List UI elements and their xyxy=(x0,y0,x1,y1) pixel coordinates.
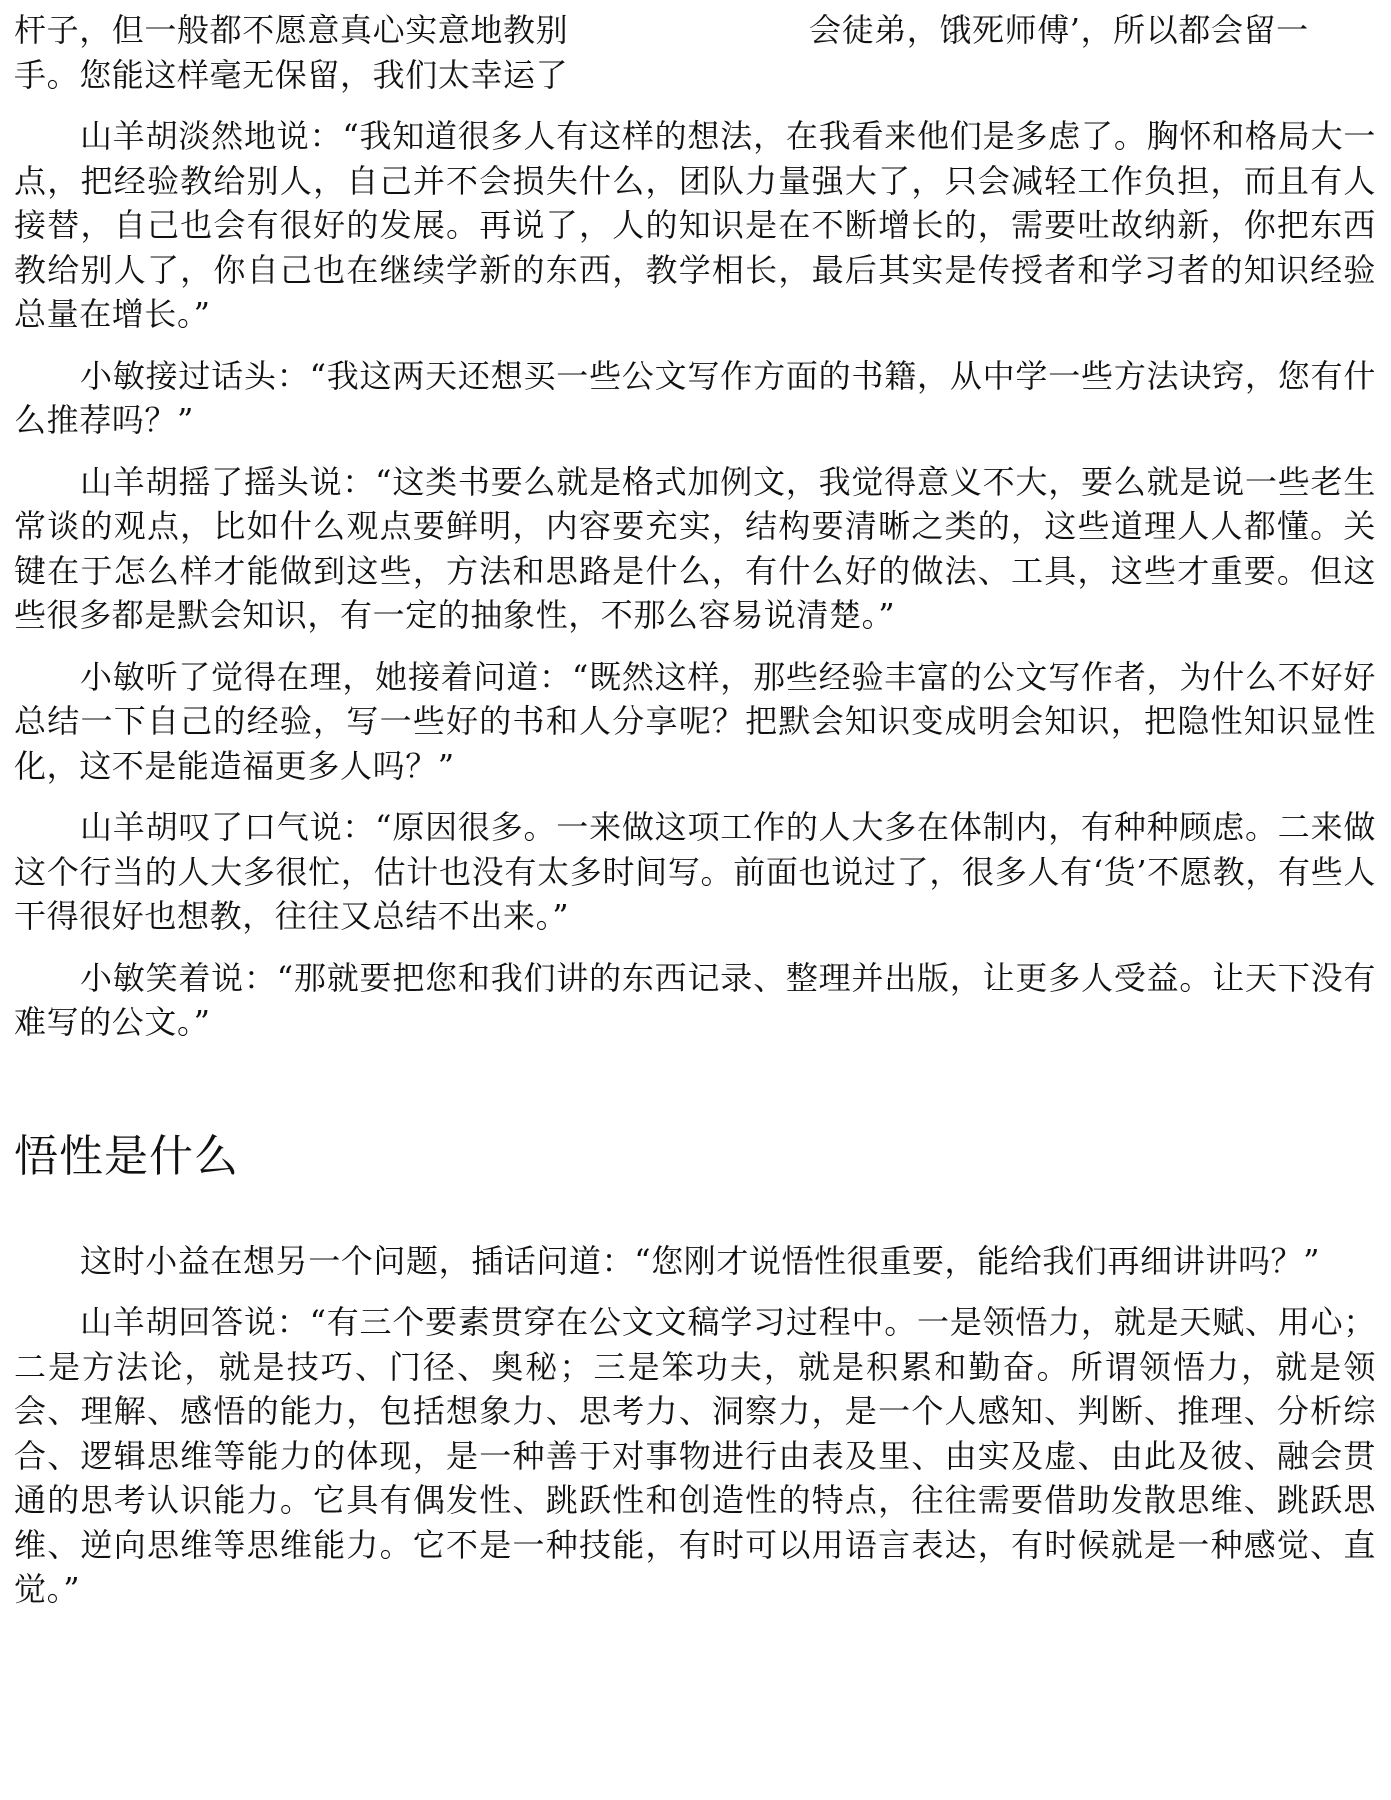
document-page xyxy=(14,8,1376,1629)
fragment-line2: 手。您能这样毫无保留，我们太幸运了 xyxy=(14,55,569,94)
fragment-first-line xyxy=(14,8,1376,53)
paragraph: 山羊胡回答说：“有三个要素贯穿在公文文稿学习过程中。一是领悟力，就是天赋、用心；二是方法论，就是技巧、门径、奥秘；三是笨功夫，就是积累和勤奋。所谓领悟力，就是领会、理解、感悟的能力，包括想象力、思考力、洞察力，是一个人感知、判断、推理、分析综合、逻辑思维等能力的体现，是一种善于对事物进行由表及里、由实及虚、由此及彼、融会贯通的思考认识能力。它具有偶发性、跳跃性和创造性的特点，往往需要借助发散思维、跳跃思维、逆向思维等思维能力。它不是一种技能，有时可以用语言表达，有时候就是一种感觉、直觉。” xyxy=(14,1303,1376,1608)
paragraph: 小敏接过话头：“我这两天还想买一些公文写作方面的书籍，从中学一些方法诀窍，您有什么推荐吗？” xyxy=(14,356,1376,439)
paragraph: 小敏笑着说：“那就要把您和我们讲的东西记录、整理并出版，让更多人受益。让天下没有难写的公文。” xyxy=(14,958,1376,1041)
fragment-line1-right: 会徒弟，饿死师傅’，所以都会留一 xyxy=(809,11,1309,49)
section-heading: 悟性是什么 xyxy=(14,1130,239,1182)
paragraph: 山羊胡淡然地说：“我知道很多人有这样的想法，在我看来他们是多虑了。胸怀和格局大一点，把经验教给别人，自己并不会损失什么，团队力量强大了，只会减轻工作负担，而且有人接替，自己也会有很好的发展。再说了，人的知识是在不断增长的，需要吐故纳新，你把东西教给别人了，你自己也在继续学新的东西，教学相长，最后其实是传授者和学习者的知识经验总量在增长。” xyxy=(14,117,1376,333)
paragraph: 山羊胡摇了摇头说：“这类书要么就是格式加例文，我觉得意义不大，要么就是说一些老生常谈的观点，比如什么观点要鲜明，内容要充实，结构要清晰之类的，这些道理人人都懂。关键在于怎么样才能做到这些，方法和思路是什么，有什么好的做法、工具，这些才重要。但这些很多都是默会知识，有一定的抽象性，不那么容易说清楚。” xyxy=(14,462,1376,634)
paragraph: 这时小益在想另一个问题，插话问道：“您刚才说悟性很重要，能给我们再细讲讲吗？” xyxy=(80,1241,1321,1280)
paragraph: 山羊胡叹了口气说：“原因很多。一来做这项工作的人大多在体制内，有种种顾虑。二来做这个行当的人大多很忙，估计也没有太多时间写。前面也说过了，很多人有‘货’不愿教，有些人干得很好也想教，往往又总结不出来。” xyxy=(14,808,1376,935)
fragment-line1-left: 杆子，但一般都不愿意真心实意地教别 xyxy=(14,11,569,49)
paragraph: 小敏听了觉得在理，她接着问道：“既然这样，那些经验丰富的公文写作者，为什么不好好总结一下自己的经验，写一些好的书和人分享呢？把默会知识变成明会知识，把隐性知识显性化，这不是能造福更多人吗？” xyxy=(14,657,1376,785)
